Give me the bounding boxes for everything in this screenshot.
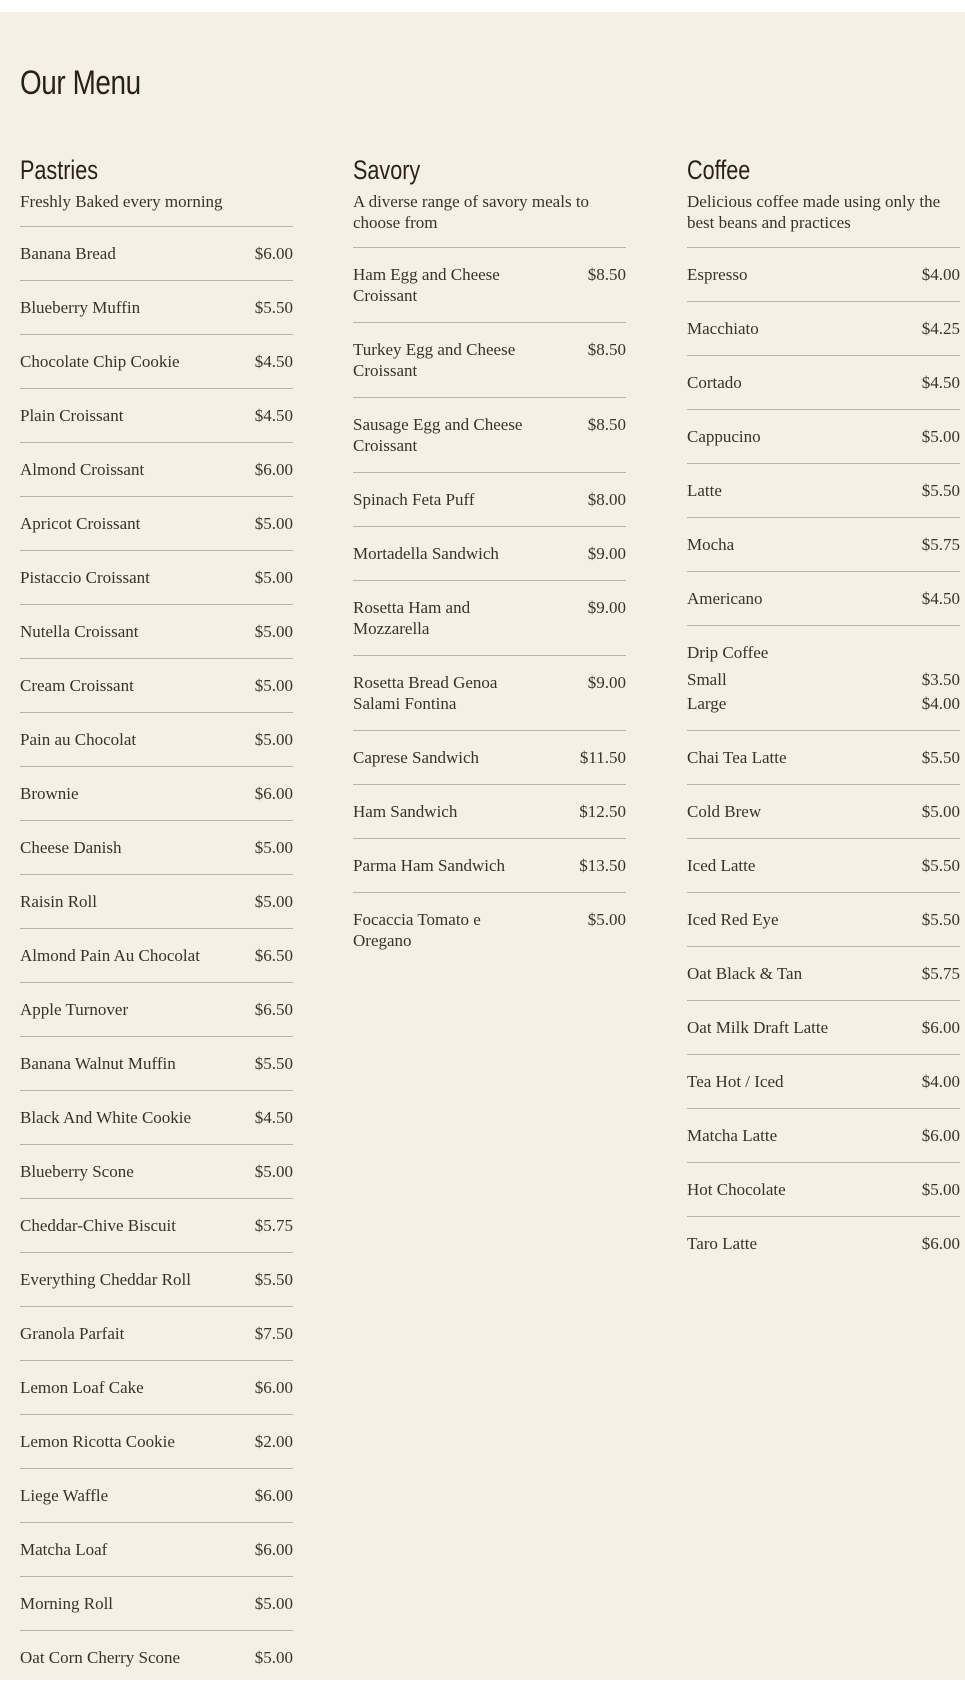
item-name: Liege Waffle xyxy=(20,1486,109,1505)
item-name: Banana Bread xyxy=(20,244,116,263)
size-price: $4.00 xyxy=(921,694,960,713)
item-name: Plain Croissant xyxy=(20,406,124,425)
item-price: $5.00 xyxy=(921,802,960,821)
item-name: Americano xyxy=(687,589,763,608)
item-price: $5.50 xyxy=(921,481,960,500)
menu-item xyxy=(687,1109,960,1163)
item-name: Cheese Danish xyxy=(20,838,122,857)
page-title: Our Menu xyxy=(20,64,141,102)
item-price: $5.00 xyxy=(254,676,293,695)
item-name: Oat Corn Cherry Scone xyxy=(20,1648,181,1667)
item-name: Nutella Croissant xyxy=(20,622,139,641)
item-price: $5.00 xyxy=(254,730,293,749)
item-price: $8.50 xyxy=(587,415,626,434)
item-price: $6.00 xyxy=(254,244,293,263)
menu-item xyxy=(20,875,293,929)
item-name: Everything Cheddar Roll xyxy=(20,1270,191,1289)
item-price: $5.50 xyxy=(254,298,293,317)
menu-item xyxy=(687,518,960,572)
item-price: $8.50 xyxy=(587,265,626,284)
menu-item xyxy=(353,398,626,473)
item-price: $6.00 xyxy=(921,1018,960,1037)
item-name: Blueberry Scone xyxy=(20,1162,134,1181)
menu-item xyxy=(353,473,626,527)
menu-item xyxy=(20,767,293,821)
item-name: Latte xyxy=(687,481,722,500)
item-price: $6.50 xyxy=(254,946,293,965)
item-price: $6.00 xyxy=(921,1234,960,1253)
item-price: $6.00 xyxy=(254,460,293,479)
item-name: Mocha xyxy=(687,535,735,554)
item-price: $4.50 xyxy=(254,1108,293,1127)
item-price: $6.50 xyxy=(254,1000,293,1019)
item-price: $8.00 xyxy=(587,490,626,509)
item-name: Cortado xyxy=(687,373,742,392)
item-price: $5.50 xyxy=(921,856,960,875)
item-name: Espresso xyxy=(687,265,748,284)
item-name: Tea Hot / Iced xyxy=(687,1072,784,1091)
menu-item xyxy=(20,1307,293,1361)
item-price: $6.00 xyxy=(254,1378,293,1397)
item-price: $6.00 xyxy=(921,1126,960,1145)
menu-item xyxy=(353,785,626,839)
item-price: $5.00 xyxy=(921,1180,960,1199)
menu-item xyxy=(20,1469,293,1523)
item-price: $4.50 xyxy=(921,373,960,392)
size-option xyxy=(687,669,960,690)
item-name: Oat Milk Draft Latte xyxy=(687,1018,829,1037)
menu-item xyxy=(20,227,293,281)
item-name: Blueberry Muffin xyxy=(20,298,141,317)
menu-item xyxy=(353,839,626,893)
menu-item xyxy=(20,1253,293,1307)
item-price: $9.00 xyxy=(587,673,626,692)
section-subtitle: Delicious coffee made using only the best beans and practices xyxy=(687,191,960,248)
item-price: $5.00 xyxy=(254,1594,293,1613)
size-name: Small xyxy=(687,670,727,689)
menu-item xyxy=(20,335,293,389)
item-name: Lemon Loaf Cake xyxy=(20,1378,144,1397)
item-name: Parma Ham Sandwich xyxy=(353,856,506,875)
item-name: Cappucino xyxy=(687,427,761,446)
item-price: $5.00 xyxy=(254,514,293,533)
item-name: Granola Parfait xyxy=(20,1324,125,1343)
item-price: $6.00 xyxy=(254,1486,293,1505)
menu-item xyxy=(20,929,293,983)
menu-item xyxy=(353,581,626,656)
menu-item xyxy=(687,947,960,1001)
item-name: Cream Croissant xyxy=(20,676,134,695)
menu-item xyxy=(687,572,960,626)
menu-item xyxy=(20,389,293,443)
menu-item xyxy=(20,605,293,659)
item-name: Taro Latte xyxy=(687,1234,758,1253)
menu-item xyxy=(20,1037,293,1091)
size-price: $3.50 xyxy=(921,670,960,689)
size-name: Large xyxy=(687,694,727,713)
item-name: Mortadella Sandwich xyxy=(353,544,499,563)
item-name: Raisin Roll xyxy=(20,892,97,911)
section-savory xyxy=(353,154,626,967)
menu-list xyxy=(20,227,293,1684)
item-price: $7.50 xyxy=(254,1324,293,1343)
item-name: Focaccia Tomato e Oregano xyxy=(353,910,481,950)
item-name: Macchiato xyxy=(687,319,759,338)
menu-item xyxy=(687,1163,960,1217)
menu-item xyxy=(687,464,960,518)
menu-item xyxy=(20,443,293,497)
item-price: $5.75 xyxy=(921,964,960,983)
menu-item xyxy=(20,821,293,875)
item-price: $5.50 xyxy=(254,1054,293,1073)
item-price: $13.50 xyxy=(579,856,626,875)
item-name: Pistaccio Croissant xyxy=(20,568,150,587)
menu-list xyxy=(687,248,960,1270)
item-price: $6.00 xyxy=(254,784,293,803)
item-name: Pain au Chocolat xyxy=(20,730,137,749)
item-price: $2.00 xyxy=(254,1432,293,1451)
menu-item xyxy=(687,785,960,839)
menu-item xyxy=(20,983,293,1037)
menu-item xyxy=(353,248,626,323)
section-subtitle: Freshly Baked every morning xyxy=(20,191,293,227)
item-price: $5.50 xyxy=(921,748,960,767)
item-name: Banana Walnut Muffin xyxy=(20,1054,176,1073)
item-name: Apple Turnover xyxy=(20,1000,129,1019)
item-name: Sausage Egg and Cheese Croissant xyxy=(353,415,523,455)
menu-item xyxy=(353,656,626,731)
item-price: $5.00 xyxy=(254,1648,293,1667)
menu-item xyxy=(20,1523,293,1577)
item-price: $5.50 xyxy=(254,1270,293,1289)
item-name: Caprese Sandwich xyxy=(353,748,480,767)
item-price: $5.75 xyxy=(921,535,960,554)
item-price: $4.50 xyxy=(254,352,293,371)
item-price: $5.00 xyxy=(254,892,293,911)
item-name: Spinach Feta Puff xyxy=(353,490,475,509)
menu-item xyxy=(20,281,293,335)
item-name: Ham Egg and Cheese Croissant xyxy=(353,265,500,305)
menu-item xyxy=(20,659,293,713)
item-name: Oat Black & Tan xyxy=(687,964,803,983)
menu-item xyxy=(20,1361,293,1415)
menu-item xyxy=(687,302,960,356)
item-name: Almond Croissant xyxy=(20,460,145,479)
menu-item xyxy=(353,527,626,581)
item-price: $4.50 xyxy=(254,406,293,425)
item-price: $4.25 xyxy=(921,319,960,338)
section-coffee xyxy=(687,154,960,1270)
item-name: Turkey Egg and Cheese Croissant xyxy=(353,340,516,380)
menu-item xyxy=(20,1145,293,1199)
item-name: Hot Chocolate xyxy=(687,1180,786,1199)
section-subtitle: A diverse range of savory meals to choose from xyxy=(353,191,626,248)
menu-item xyxy=(687,626,960,731)
item-name: Brownie xyxy=(20,784,79,803)
menu-page xyxy=(0,12,965,1680)
item-name: Iced Latte xyxy=(687,856,756,875)
item-price: $4.50 xyxy=(921,589,960,608)
menu-item xyxy=(353,893,626,967)
menu-list xyxy=(353,248,626,967)
item-price: $5.00 xyxy=(587,910,626,929)
section-title: Savory xyxy=(353,155,421,185)
item-name: Matcha Loaf xyxy=(20,1540,108,1559)
item-price: $5.00 xyxy=(254,568,293,587)
size-option xyxy=(687,693,960,714)
item-name: Ham Sandwich xyxy=(353,802,458,821)
menu-item xyxy=(687,356,960,410)
menu-item xyxy=(687,893,960,947)
menu-item xyxy=(20,1631,293,1684)
item-name: Rosetta Bread Genoa Salami Fontina xyxy=(353,673,498,713)
menu-item xyxy=(20,1091,293,1145)
item-name: Matcha Latte xyxy=(687,1126,778,1145)
menu-item xyxy=(353,323,626,398)
item-price: $8.50 xyxy=(587,340,626,359)
section-pastries xyxy=(20,154,293,1684)
item-price: $5.50 xyxy=(921,910,960,929)
item-price: $9.00 xyxy=(587,544,626,563)
item-price: $5.00 xyxy=(254,1162,293,1181)
item-name: Cheddar-Chive Biscuit xyxy=(20,1216,176,1235)
menu-item xyxy=(687,839,960,893)
item-name: Chocolate Chip Cookie xyxy=(20,352,180,371)
menu-item xyxy=(20,713,293,767)
item-name: Drip Coffee xyxy=(687,643,769,662)
item-name: Apricot Croissant xyxy=(20,514,141,533)
item-name: Black And White Cookie xyxy=(20,1108,192,1127)
menu-item xyxy=(20,551,293,605)
item-price: $5.00 xyxy=(254,838,293,857)
item-price: $5.00 xyxy=(921,427,960,446)
item-name: Lemon Ricotta Cookie xyxy=(20,1432,175,1451)
item-price: $6.00 xyxy=(254,1540,293,1559)
item-name: Cold Brew xyxy=(687,802,762,821)
item-price: $11.50 xyxy=(579,748,626,767)
item-price: $5.00 xyxy=(254,622,293,641)
menu-item xyxy=(20,1199,293,1253)
item-name: Almond Pain Au Chocolat xyxy=(20,946,200,965)
menu-item xyxy=(687,410,960,464)
item-price: $9.00 xyxy=(587,598,626,617)
menu-item xyxy=(687,248,960,302)
menu-item xyxy=(687,1217,960,1270)
item-price: $4.00 xyxy=(921,265,960,284)
item-name: Chai Tea Latte xyxy=(687,748,787,767)
item-price: $12.50 xyxy=(579,802,626,821)
menu-item xyxy=(687,1055,960,1109)
item-name: Iced Red Eye xyxy=(687,910,779,929)
section-title: Pastries xyxy=(20,155,99,185)
item-name: Morning Roll xyxy=(20,1594,114,1613)
section-title: Coffee xyxy=(687,155,751,185)
item-price: $5.75 xyxy=(254,1216,293,1235)
menu-item xyxy=(687,1001,960,1055)
menu-item xyxy=(20,1577,293,1631)
menu-item xyxy=(20,497,293,551)
menu-item xyxy=(353,731,626,785)
item-name: Rosetta Ham and Mozzarella xyxy=(353,598,471,638)
menu-item xyxy=(20,1415,293,1469)
item-price: $4.00 xyxy=(921,1072,960,1091)
menu-item xyxy=(687,731,960,785)
